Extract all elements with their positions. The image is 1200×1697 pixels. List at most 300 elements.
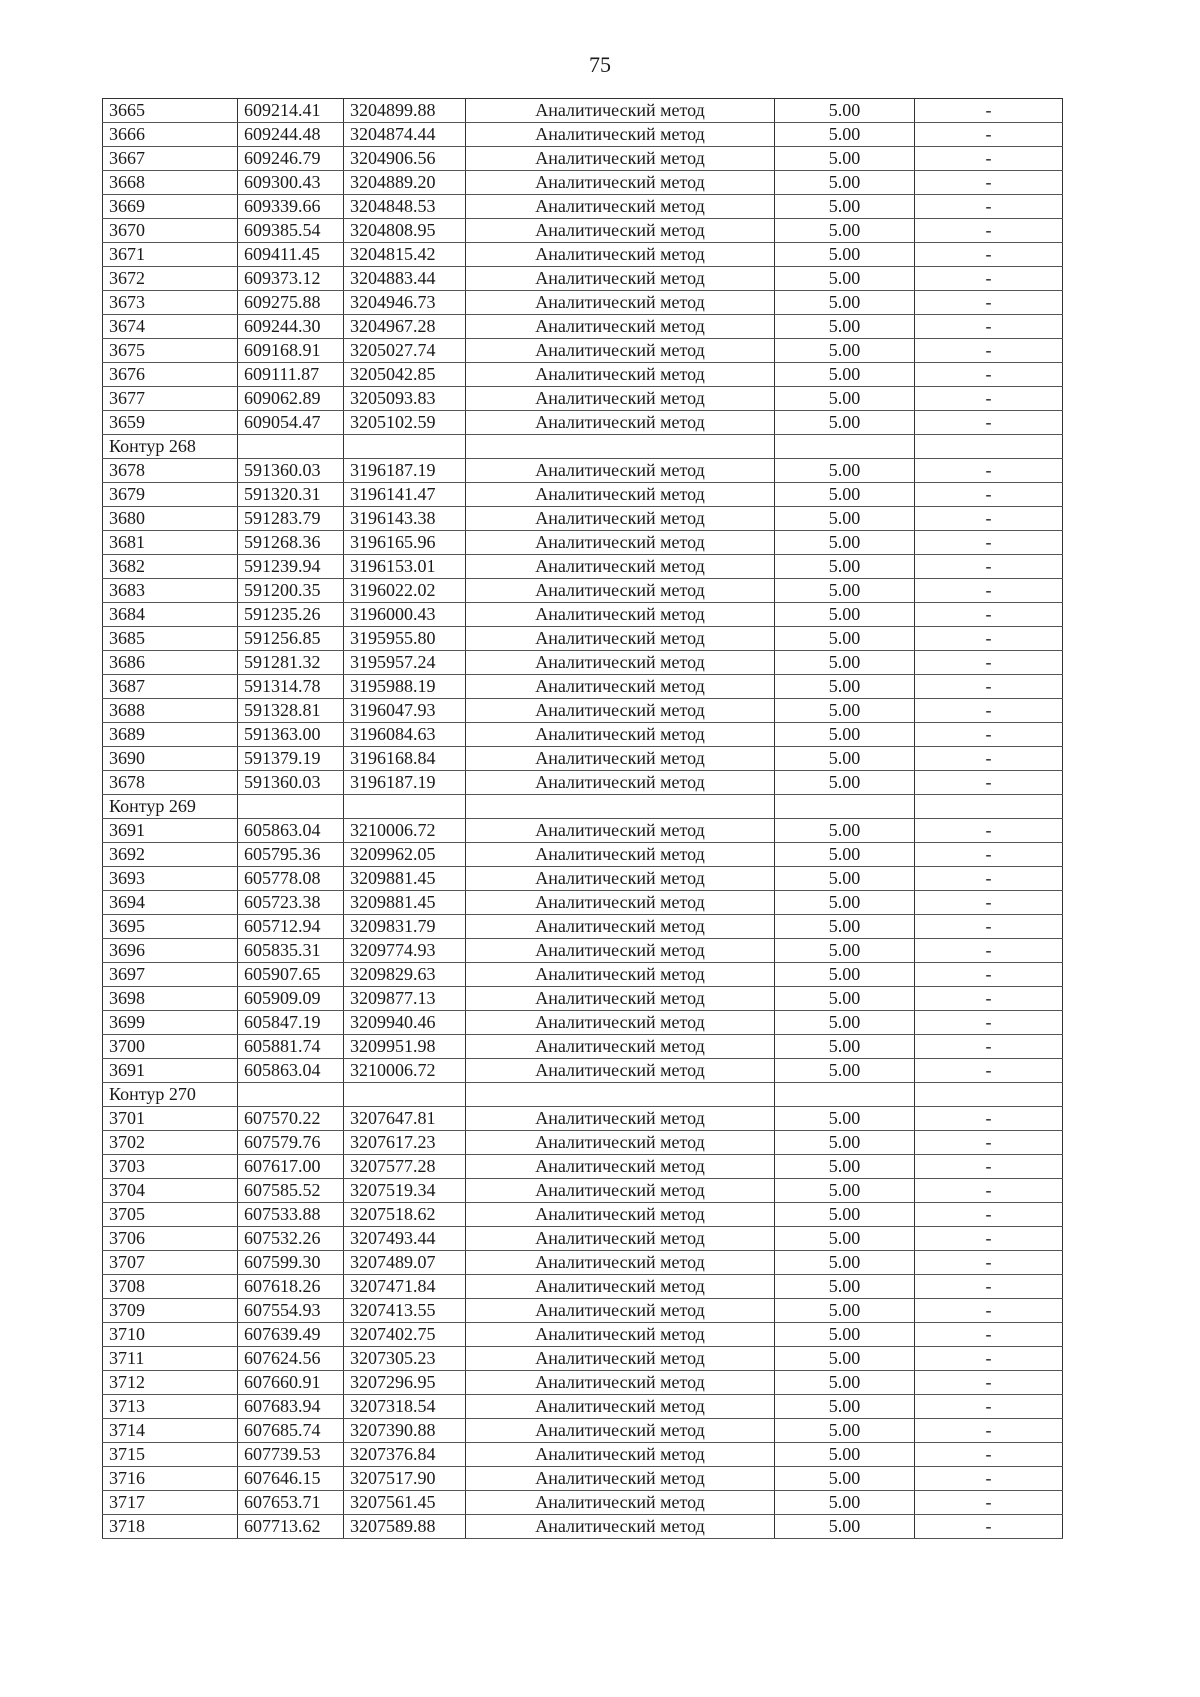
table-row [103, 147, 1063, 171]
y-coordinate-cell: 3196168.84 [344, 747, 466, 771]
point-number-cell: 3669 [103, 195, 238, 219]
method-cell: Аналитический метод [466, 195, 775, 219]
point-number-cell: 3677 [103, 387, 238, 411]
accuracy-cell: 5.00 [775, 1443, 915, 1467]
table-row [103, 603, 1063, 627]
accuracy-cell: 5.00 [775, 1323, 915, 1347]
point-number-cell: 3679 [103, 483, 238, 507]
note-cell: - [915, 1131, 1063, 1155]
accuracy-cell: 5.00 [775, 1515, 915, 1539]
empty-cell [238, 1083, 344, 1107]
note-cell: - [915, 1107, 1063, 1131]
point-number-cell: 3684 [103, 603, 238, 627]
table-row [103, 819, 1063, 843]
y-coordinate-cell: 3207518.62 [344, 1203, 466, 1227]
y-coordinate-cell: 3207519.34 [344, 1179, 466, 1203]
y-coordinate-cell: 3207493.44 [344, 1227, 466, 1251]
point-number-cell: 3701 [103, 1107, 238, 1131]
empty-cell [915, 435, 1063, 459]
point-number-cell: 3671 [103, 243, 238, 267]
x-coordinate-cell: 609214.41 [238, 99, 344, 123]
y-coordinate-cell: 3196187.19 [344, 771, 466, 795]
note-cell: - [915, 1299, 1063, 1323]
method-cell: Аналитический метод [466, 339, 775, 363]
y-coordinate-cell: 3209829.63 [344, 963, 466, 987]
method-cell: Аналитический метод [466, 1131, 775, 1155]
accuracy-cell: 5.00 [775, 1035, 915, 1059]
method-cell: Аналитический метод [466, 243, 775, 267]
method-cell: Аналитический метод [466, 1227, 775, 1251]
x-coordinate-cell: 591235.26 [238, 603, 344, 627]
x-coordinate-cell: 609411.45 [238, 243, 344, 267]
table-row [103, 1035, 1063, 1059]
accuracy-cell: 5.00 [775, 723, 915, 747]
x-coordinate-cell: 609054.47 [238, 411, 344, 435]
point-number-cell: 3702 [103, 1131, 238, 1155]
x-coordinate-cell: 607713.62 [238, 1515, 344, 1539]
table-row [103, 1443, 1063, 1467]
accuracy-cell: 5.00 [775, 987, 915, 1011]
note-cell: - [915, 1203, 1063, 1227]
method-cell: Аналитический метод [466, 1371, 775, 1395]
empty-cell [775, 795, 915, 819]
x-coordinate-cell: 607685.74 [238, 1419, 344, 1443]
table-row [103, 1419, 1063, 1443]
note-cell: - [915, 603, 1063, 627]
point-number-cell: 3659 [103, 411, 238, 435]
method-cell: Аналитический метод [466, 99, 775, 123]
y-coordinate-cell: 3196084.63 [344, 723, 466, 747]
note-cell: - [915, 123, 1063, 147]
y-coordinate-cell: 3207589.88 [344, 1515, 466, 1539]
x-coordinate-cell: 605863.04 [238, 1059, 344, 1083]
point-number-cell: 3705 [103, 1203, 238, 1227]
table-row [103, 171, 1063, 195]
table-row [103, 579, 1063, 603]
note-cell: - [915, 651, 1063, 675]
point-number-cell: 3674 [103, 315, 238, 339]
x-coordinate-cell: 591256.85 [238, 627, 344, 651]
table-row [103, 723, 1063, 747]
method-cell: Аналитический метод [466, 867, 775, 891]
table-row [103, 1323, 1063, 1347]
accuracy-cell: 5.00 [775, 771, 915, 795]
empty-cell [344, 795, 466, 819]
point-number-cell: 3710 [103, 1323, 238, 1347]
accuracy-cell: 5.00 [775, 1467, 915, 1491]
method-cell: Аналитический метод [466, 1347, 775, 1371]
accuracy-cell: 5.00 [775, 507, 915, 531]
y-coordinate-cell: 3207318.54 [344, 1395, 466, 1419]
y-coordinate-cell: 3204883.44 [344, 267, 466, 291]
point-number-cell: 3700 [103, 1035, 238, 1059]
point-number-cell: 3704 [103, 1179, 238, 1203]
x-coordinate-cell: 591328.81 [238, 699, 344, 723]
point-number-cell: 3682 [103, 555, 238, 579]
note-cell: - [915, 771, 1063, 795]
method-cell: Аналитический метод [466, 291, 775, 315]
accuracy-cell: 5.00 [775, 459, 915, 483]
empty-cell [344, 1083, 466, 1107]
method-cell: Аналитический метод [466, 507, 775, 531]
y-coordinate-cell: 3205027.74 [344, 339, 466, 363]
point-number-cell: 3717 [103, 1491, 238, 1515]
note-cell: - [915, 1515, 1063, 1539]
y-coordinate-cell: 3207489.07 [344, 1251, 466, 1275]
x-coordinate-cell: 605778.08 [238, 867, 344, 891]
page-number: 75 [589, 52, 611, 77]
x-coordinate-cell: 609168.91 [238, 339, 344, 363]
x-coordinate-cell: 607739.53 [238, 1443, 344, 1467]
x-coordinate-cell: 605863.04 [238, 819, 344, 843]
table-row [103, 387, 1063, 411]
y-coordinate-cell: 3205042.85 [344, 363, 466, 387]
table-row [103, 1059, 1063, 1083]
contour-label: Контур 270 [103, 1083, 238, 1107]
point-number-cell: 3711 [103, 1347, 238, 1371]
method-cell: Аналитический метод [466, 891, 775, 915]
point-number-cell: 3703 [103, 1155, 238, 1179]
y-coordinate-cell: 3196143.38 [344, 507, 466, 531]
note-cell: - [915, 1035, 1063, 1059]
table-row [103, 1155, 1063, 1179]
method-cell: Аналитический метод [466, 747, 775, 771]
table-row [103, 915, 1063, 939]
point-number-cell: 3709 [103, 1299, 238, 1323]
point-number-cell: 3693 [103, 867, 238, 891]
point-number-cell: 3699 [103, 1011, 238, 1035]
table-row [103, 987, 1063, 1011]
y-coordinate-cell: 3196141.47 [344, 483, 466, 507]
point-number-cell: 3691 [103, 819, 238, 843]
y-coordinate-cell: 3196000.43 [344, 603, 466, 627]
accuracy-cell: 5.00 [775, 1347, 915, 1371]
note-cell: - [915, 1323, 1063, 1347]
note-cell: - [915, 675, 1063, 699]
method-cell: Аналитический метод [466, 603, 775, 627]
accuracy-cell: 5.00 [775, 1203, 915, 1227]
y-coordinate-cell: 3205093.83 [344, 387, 466, 411]
y-coordinate-cell: 3209940.46 [344, 1011, 466, 1035]
x-coordinate-cell: 607646.15 [238, 1467, 344, 1491]
x-coordinate-cell: 605795.36 [238, 843, 344, 867]
accuracy-cell: 5.00 [775, 963, 915, 987]
method-cell: Аналитический метод [466, 1443, 775, 1467]
table-row [103, 411, 1063, 435]
x-coordinate-cell: 591283.79 [238, 507, 344, 531]
accuracy-cell: 5.00 [775, 1395, 915, 1419]
note-cell: - [915, 363, 1063, 387]
table-row [103, 1251, 1063, 1275]
table-row [103, 1227, 1063, 1251]
method-cell: Аналитический метод [466, 627, 775, 651]
point-number-cell: 3676 [103, 363, 238, 387]
accuracy-cell: 5.00 [775, 627, 915, 651]
x-coordinate-cell: 591379.19 [238, 747, 344, 771]
point-number-cell: 3687 [103, 675, 238, 699]
method-cell: Аналитический метод [466, 1491, 775, 1515]
note-cell: - [915, 915, 1063, 939]
accuracy-cell: 5.00 [775, 579, 915, 603]
method-cell: Аналитический метод [466, 315, 775, 339]
accuracy-cell: 5.00 [775, 819, 915, 843]
table-row [103, 339, 1063, 363]
method-cell: Аналитический метод [466, 411, 775, 435]
table-row [103, 627, 1063, 651]
x-coordinate-cell: 607617.00 [238, 1155, 344, 1179]
accuracy-cell: 5.00 [775, 195, 915, 219]
y-coordinate-cell: 3204889.20 [344, 171, 466, 195]
accuracy-cell: 5.00 [775, 1275, 915, 1299]
table-row [103, 1347, 1063, 1371]
table-row [103, 1131, 1063, 1155]
method-cell: Аналитический метод [466, 1107, 775, 1131]
method-cell: Аналитический метод [466, 915, 775, 939]
accuracy-cell: 5.00 [775, 219, 915, 243]
y-coordinate-cell: 3209881.45 [344, 891, 466, 915]
table-row [103, 267, 1063, 291]
table-row [103, 651, 1063, 675]
x-coordinate-cell: 609244.48 [238, 123, 344, 147]
point-number-cell: 3683 [103, 579, 238, 603]
accuracy-cell: 5.00 [775, 147, 915, 171]
note-cell: - [915, 483, 1063, 507]
table-row [103, 1179, 1063, 1203]
note-cell: - [915, 387, 1063, 411]
accuracy-cell: 5.00 [775, 243, 915, 267]
y-coordinate-cell: 3207561.45 [344, 1491, 466, 1515]
table-row [103, 867, 1063, 891]
note-cell: - [915, 555, 1063, 579]
table-row [103, 219, 1063, 243]
table-row [103, 771, 1063, 795]
accuracy-cell: 5.00 [775, 1227, 915, 1251]
accuracy-cell: 5.00 [775, 555, 915, 579]
method-cell: Аналитический метод [466, 1323, 775, 1347]
point-number-cell: 3697 [103, 963, 238, 987]
x-coordinate-cell: 591239.94 [238, 555, 344, 579]
x-coordinate-cell: 607532.26 [238, 1227, 344, 1251]
point-number-cell: 3678 [103, 771, 238, 795]
note-cell: - [915, 459, 1063, 483]
table-row [103, 507, 1063, 531]
method-cell: Аналитический метод [466, 1299, 775, 1323]
y-coordinate-cell: 3204906.56 [344, 147, 466, 171]
table-row [103, 555, 1063, 579]
point-number-cell: 3672 [103, 267, 238, 291]
x-coordinate-cell: 609111.87 [238, 363, 344, 387]
y-coordinate-cell: 3207390.88 [344, 1419, 466, 1443]
contour-label: Контур 268 [103, 435, 238, 459]
method-cell: Аналитический метод [466, 219, 775, 243]
point-number-cell: 3698 [103, 987, 238, 1011]
point-number-cell: 3688 [103, 699, 238, 723]
note-cell: - [915, 1227, 1063, 1251]
empty-cell [344, 435, 466, 459]
note-cell: - [915, 195, 1063, 219]
y-coordinate-cell: 3204808.95 [344, 219, 466, 243]
x-coordinate-cell: 609244.30 [238, 315, 344, 339]
empty-cell [466, 795, 775, 819]
accuracy-cell: 5.00 [775, 339, 915, 363]
y-coordinate-cell: 3196153.01 [344, 555, 466, 579]
x-coordinate-cell: 609246.79 [238, 147, 344, 171]
x-coordinate-cell: 605847.19 [238, 1011, 344, 1035]
x-coordinate-cell: 607533.88 [238, 1203, 344, 1227]
x-coordinate-cell: 607653.71 [238, 1491, 344, 1515]
table-row [103, 531, 1063, 555]
method-cell: Аналитический метод [466, 147, 775, 171]
note-cell: - [915, 171, 1063, 195]
note-cell: - [915, 819, 1063, 843]
note-cell: - [915, 99, 1063, 123]
contour-header-row [103, 435, 1063, 459]
x-coordinate-cell: 609373.12 [238, 267, 344, 291]
point-number-cell: 3690 [103, 747, 238, 771]
note-cell: - [915, 1275, 1063, 1299]
y-coordinate-cell: 3204967.28 [344, 315, 466, 339]
method-cell: Аналитический метод [466, 1467, 775, 1491]
table-row [103, 1371, 1063, 1395]
point-number-cell: 3681 [103, 531, 238, 555]
x-coordinate-cell: 607554.93 [238, 1299, 344, 1323]
table-row [103, 1203, 1063, 1227]
note-cell: - [915, 267, 1063, 291]
note-cell: - [915, 891, 1063, 915]
accuracy-cell: 5.00 [775, 171, 915, 195]
method-cell: Аналитический метод [466, 843, 775, 867]
accuracy-cell: 5.00 [775, 891, 915, 915]
contour-label: Контур 269 [103, 795, 238, 819]
point-number-cell: 3670 [103, 219, 238, 243]
table-row [103, 1491, 1063, 1515]
x-coordinate-cell: 607660.91 [238, 1371, 344, 1395]
note-cell: - [915, 747, 1063, 771]
contour-header-row [103, 1083, 1063, 1107]
table-row [103, 1011, 1063, 1035]
y-coordinate-cell: 3205102.59 [344, 411, 466, 435]
note-cell: - [915, 699, 1063, 723]
point-number-cell: 3712 [103, 1371, 238, 1395]
accuracy-cell: 5.00 [775, 1419, 915, 1443]
x-coordinate-cell: 591200.35 [238, 579, 344, 603]
x-coordinate-cell: 607683.94 [238, 1395, 344, 1419]
y-coordinate-cell: 3204848.53 [344, 195, 466, 219]
accuracy-cell: 5.00 [775, 267, 915, 291]
y-coordinate-cell: 3209774.93 [344, 939, 466, 963]
point-number-cell: 3716 [103, 1467, 238, 1491]
x-coordinate-cell: 607599.30 [238, 1251, 344, 1275]
accuracy-cell: 5.00 [775, 867, 915, 891]
y-coordinate-cell: 3196187.19 [344, 459, 466, 483]
x-coordinate-cell: 607618.26 [238, 1275, 344, 1299]
accuracy-cell: 5.00 [775, 1491, 915, 1515]
method-cell: Аналитический метод [466, 1155, 775, 1179]
table-row [103, 1515, 1063, 1539]
accuracy-cell: 5.00 [775, 315, 915, 339]
accuracy-cell: 5.00 [775, 1179, 915, 1203]
point-number-cell: 3675 [103, 339, 238, 363]
note-cell: - [915, 147, 1063, 171]
note-cell: - [915, 1371, 1063, 1395]
method-cell: Аналитический метод [466, 1275, 775, 1299]
note-cell: - [915, 291, 1063, 315]
point-number-cell: 3667 [103, 147, 238, 171]
method-cell: Аналитический метод [466, 555, 775, 579]
accuracy-cell: 5.00 [775, 747, 915, 771]
accuracy-cell: 5.00 [775, 1251, 915, 1275]
table-row [103, 99, 1063, 123]
method-cell: Аналитический метод [466, 531, 775, 555]
table-row [103, 195, 1063, 219]
table-row [103, 483, 1063, 507]
x-coordinate-cell: 605907.65 [238, 963, 344, 987]
accuracy-cell: 5.00 [775, 291, 915, 315]
y-coordinate-cell: 3210006.72 [344, 1059, 466, 1083]
accuracy-cell: 5.00 [775, 123, 915, 147]
point-number-cell: 3666 [103, 123, 238, 147]
x-coordinate-cell: 591360.03 [238, 459, 344, 483]
point-number-cell: 3715 [103, 1443, 238, 1467]
point-number-cell: 3673 [103, 291, 238, 315]
accuracy-cell: 5.00 [775, 531, 915, 555]
accuracy-cell: 5.00 [775, 483, 915, 507]
x-coordinate-cell: 591363.00 [238, 723, 344, 747]
table-row [103, 843, 1063, 867]
accuracy-cell: 5.00 [775, 387, 915, 411]
note-cell: - [915, 843, 1063, 867]
method-cell: Аналитический метод [466, 171, 775, 195]
point-number-cell: 3718 [103, 1515, 238, 1539]
note-cell: - [915, 1155, 1063, 1179]
x-coordinate-cell: 591360.03 [238, 771, 344, 795]
y-coordinate-cell: 3207577.28 [344, 1155, 466, 1179]
accuracy-cell: 5.00 [775, 99, 915, 123]
table-row [103, 699, 1063, 723]
x-coordinate-cell: 609062.89 [238, 387, 344, 411]
coordinates-table [102, 98, 1063, 1539]
y-coordinate-cell: 3207471.84 [344, 1275, 466, 1299]
point-number-cell: 3706 [103, 1227, 238, 1251]
x-coordinate-cell: 591314.78 [238, 675, 344, 699]
method-cell: Аналитический метод [466, 579, 775, 603]
y-coordinate-cell: 3207376.84 [344, 1443, 466, 1467]
note-cell: - [915, 411, 1063, 435]
accuracy-cell: 5.00 [775, 1299, 915, 1323]
note-cell: - [915, 1347, 1063, 1371]
x-coordinate-cell: 591268.36 [238, 531, 344, 555]
method-cell: Аналитический метод [466, 1251, 775, 1275]
x-coordinate-cell: 591320.31 [238, 483, 344, 507]
y-coordinate-cell: 3196165.96 [344, 531, 466, 555]
accuracy-cell: 5.00 [775, 1059, 915, 1083]
x-coordinate-cell: 591281.32 [238, 651, 344, 675]
y-coordinate-cell: 3204946.73 [344, 291, 466, 315]
method-cell: Аналитический метод [466, 939, 775, 963]
table-row [103, 123, 1063, 147]
table-row [103, 963, 1063, 987]
method-cell: Аналитический метод [466, 675, 775, 699]
x-coordinate-cell: 609385.54 [238, 219, 344, 243]
accuracy-cell: 5.00 [775, 1011, 915, 1035]
method-cell: Аналитический метод [466, 699, 775, 723]
note-cell: - [915, 1011, 1063, 1035]
table-row [103, 291, 1063, 315]
y-coordinate-cell: 3195957.24 [344, 651, 466, 675]
method-cell: Аналитический метод [466, 819, 775, 843]
y-coordinate-cell: 3209881.45 [344, 867, 466, 891]
y-coordinate-cell: 3195988.19 [344, 675, 466, 699]
